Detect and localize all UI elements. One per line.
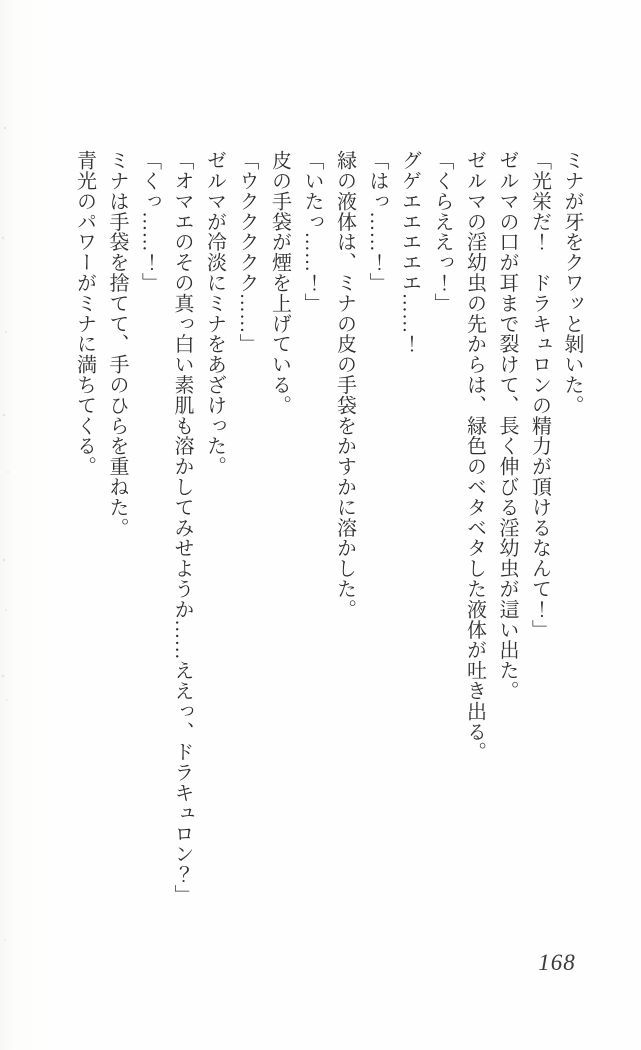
vertical-text-block [68, 150, 588, 942]
text-line: 「くっ……！」 [138, 150, 161, 293]
page-number: 168 [538, 950, 576, 975]
text-line: 皮の手袋が煙を上げている。 [268, 150, 291, 416]
text-line: ミナは手袋を捨てて、手のひらを重ねた。 [106, 150, 128, 538]
text-line: ミナが牙をクワッと剝いた。 [561, 150, 583, 416]
text-line: 「いたっ……！」 [301, 150, 323, 314]
text-line: グゲエエエエエ……！ [398, 150, 421, 354]
text-line: 「くらええっ！」 [431, 150, 453, 314]
text-line: ゼルマの淫幼虫の先からは、緑色のベタベタした液体が吐き出る。 [463, 150, 486, 762]
text-line: 「オマエのその真っ白い素肌も溶かしてみせようか……ええっ、ドラキュロン？」 [171, 150, 193, 905]
text-line: 緑の液体は、ミナの皮の手袋をかすかに溶かした。 [333, 150, 356, 620]
text-line: 「はっ……！」 [366, 150, 388, 293]
text-line: 「光栄だ！ ドラキュロンの精力が頂けるなんて！」 [528, 150, 551, 640]
text-line: ゼルマが冷淡にミナをあざけった。 [203, 150, 226, 477]
text-line: ゼルマの口が耳まで裂けて、長く伸びる淫幼虫が這い出た。 [496, 150, 518, 701]
text-line: 青光のパワーがミナに満ちてくる。 [73, 150, 96, 477]
scan-noise-left-edge [0, 0, 22, 1050]
text-line: 「ウククククク……」 [236, 150, 258, 354]
